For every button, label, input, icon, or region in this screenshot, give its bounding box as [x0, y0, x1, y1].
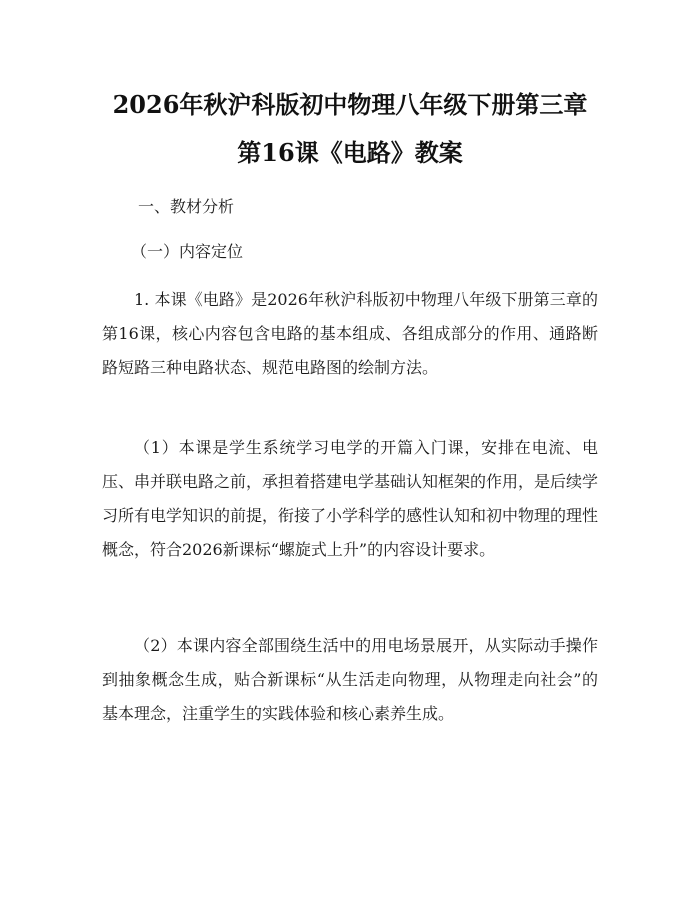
paragraph-2: （1）本课是学生系统学习电学的开篇入门课，安排在电流、电压、串并联电路之前，承担着搭建电学基础认知框架的作用，是后续学习所有电学知识的前提，衔接了小学科学的感性认知和初中物理的理性概念，符合2026新课标“螺旋式上升”的内容设计要求。 — [102, 438, 599, 559]
subsection-heading-content-positioning: （一）内容定位 — [131, 242, 244, 261]
paragraph-3: （2）本课内容全部围绕生活中的用电场景展开，从实际动手操作到抽象概念生成，贴合新课标“从生活走向物理，从物理走向社会”的基本理念，注重学生的实践体验和核心素养生成。 — [102, 636, 598, 723]
document-title-line-2: 第16课《电路》教案 — [237, 138, 463, 167]
paragraph-1: 1. 本课《电路》是2026年秋沪科版初中物理八年级下册第三章的第16课，核心内容包含电路的基本组成、各组成部分的作用、通路断路短路三种电路状态、规范电路图的绘制方法。 — [102, 290, 598, 377]
section-heading-textbook-analysis: 一、教材分析 — [138, 197, 235, 216]
document-title-line-1: 2026年秋沪科版初中物理八年级下册第三章 — [112, 90, 588, 119]
